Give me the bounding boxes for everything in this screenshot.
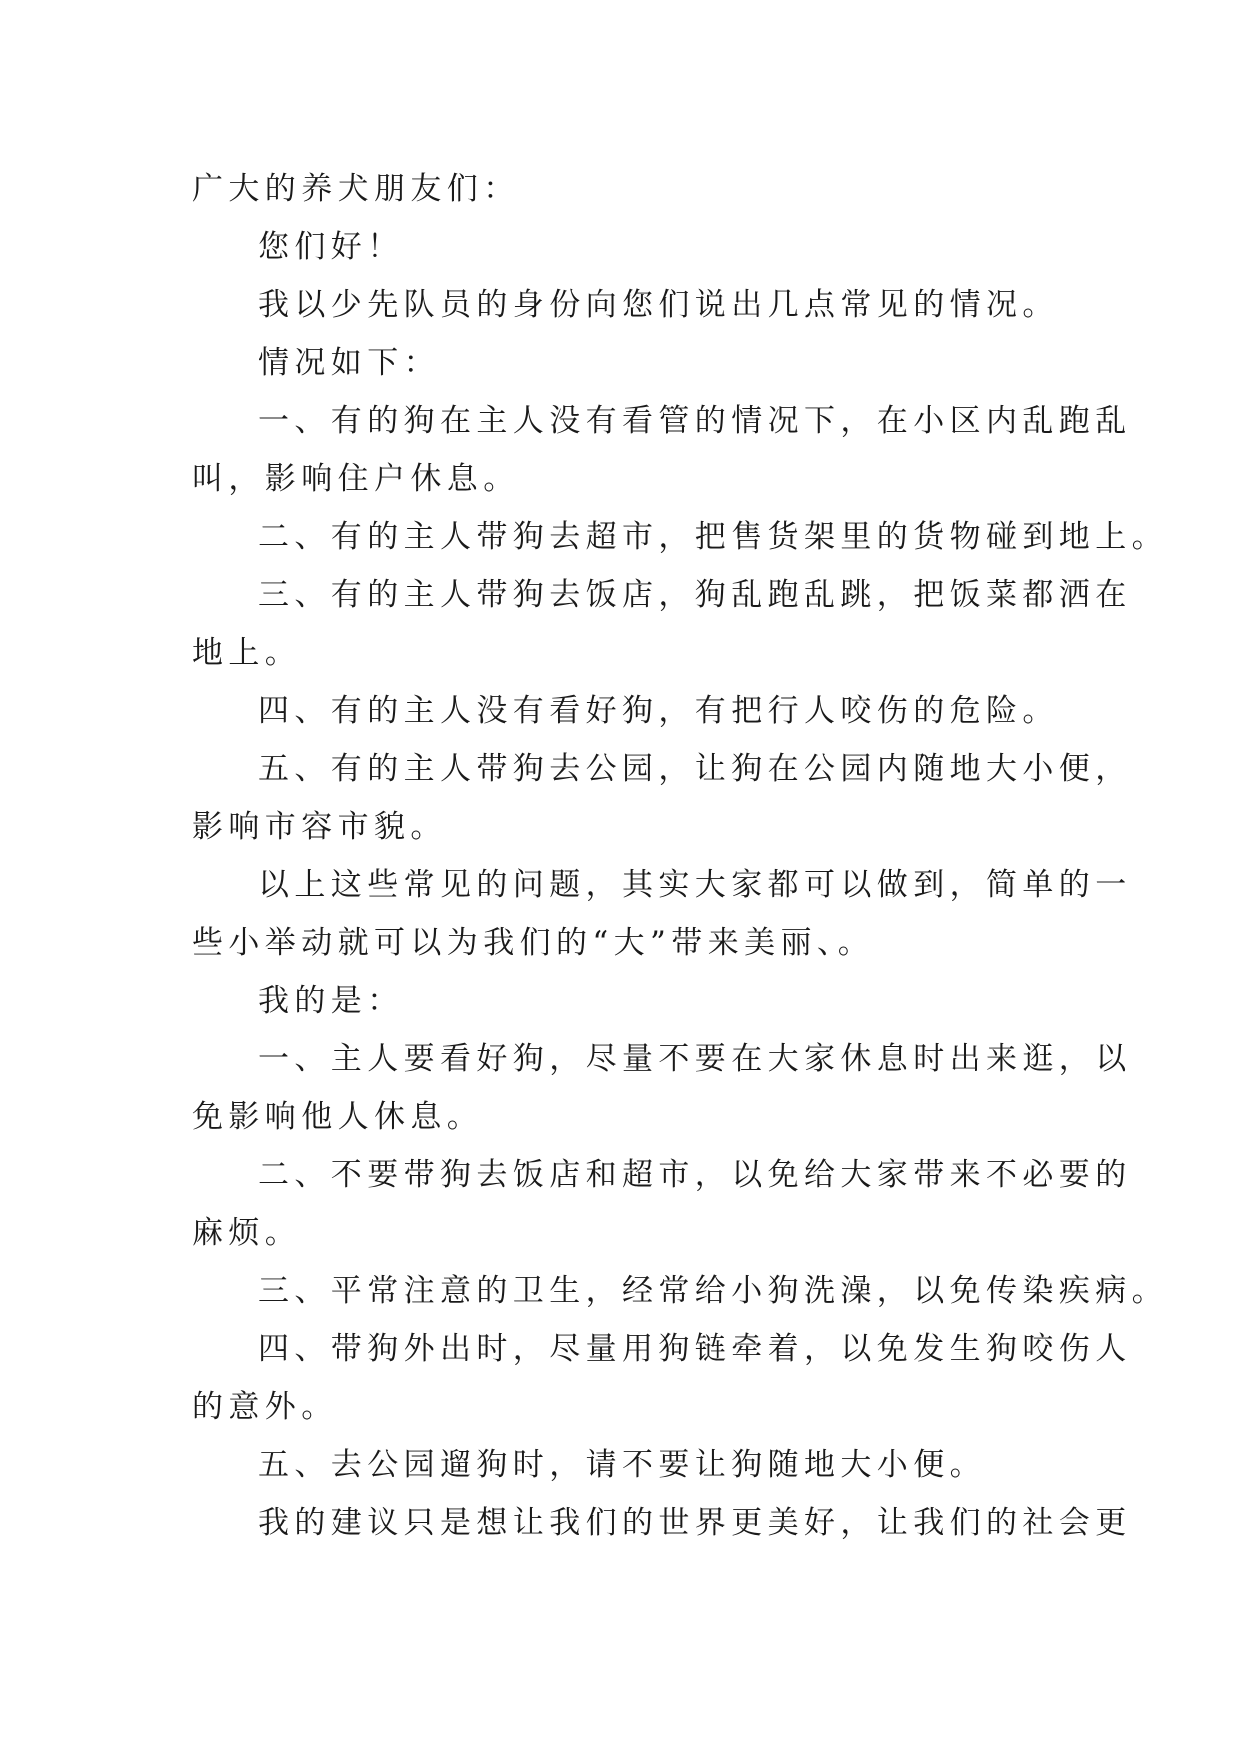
situation-1-line-1: 一、有的狗在主人没有看管的情况下，在小区内乱跑乱 — [258, 403, 1132, 439]
summary-line-2: 些小举动就可以为我们的“大”带来美丽、。 — [192, 925, 875, 961]
situation-3-line-1: 三、有的主人带狗去饭店，狗乱跑乱跳，把饭菜都洒在 — [258, 577, 1132, 613]
situations-heading: 情况如下： — [258, 345, 440, 381]
suggestions-heading: 我的是： — [258, 983, 404, 1019]
summary-line-1: 以上这些常见的问题，其实大家都可以做到，简单的一 — [258, 867, 1132, 903]
closing-line-1: 我的建议只是想让我们的世界更美好，让我们的社会更 — [258, 1505, 1132, 1541]
intro-paragraph: 我以少先队员的身份向您们说出几点常见的情况。 — [258, 287, 1059, 323]
suggestion-5: 五、去公园遛狗时，请不要让狗随地大小便。 — [258, 1447, 986, 1483]
situation-4: 四、有的主人没有看好狗，有把行人咬伤的危险。 — [258, 693, 1059, 729]
suggestion-4-line-2: 的意外。 — [192, 1389, 338, 1425]
suggestion-3: 三、平常注意的卫生，经常给小狗洗澡，以免传染疾病。 — [258, 1273, 1168, 1309]
suggestion-2-line-1: 二、不要带狗去饭店和超市，以免给大家带来不必要的 — [258, 1157, 1132, 1193]
situation-5-line-1: 五、有的主人带狗去公园，让狗在公园内随地大小便， — [258, 751, 1132, 787]
situation-1-line-2: 叫，影响住户休息。 — [192, 461, 520, 497]
suggestion-4-line-1: 四、带狗外出时，尽量用狗链牵着，以免发生狗咬伤人 — [258, 1331, 1132, 1367]
situation-3-line-2: 地上。 — [192, 635, 302, 671]
situation-2: 二、有的主人带狗去超市，把售货架里的货物碰到地上。 — [258, 519, 1168, 555]
suggestion-1-line-2: 免影响他人休息。 — [192, 1099, 484, 1135]
situation-5-line-2: 影响市容市貌。 — [192, 809, 447, 845]
document-body — [192, 160, 1168, 1552]
suggestion-2-line-2: 麻烦。 — [192, 1215, 302, 1251]
suggestion-1-line-1: 一、主人要看好狗，尽量不要在大家休息时出来逛，以 — [258, 1041, 1132, 1077]
greeting: 您们好！ — [258, 229, 404, 265]
salutation: 广大的养犬朋友们： — [192, 171, 520, 207]
